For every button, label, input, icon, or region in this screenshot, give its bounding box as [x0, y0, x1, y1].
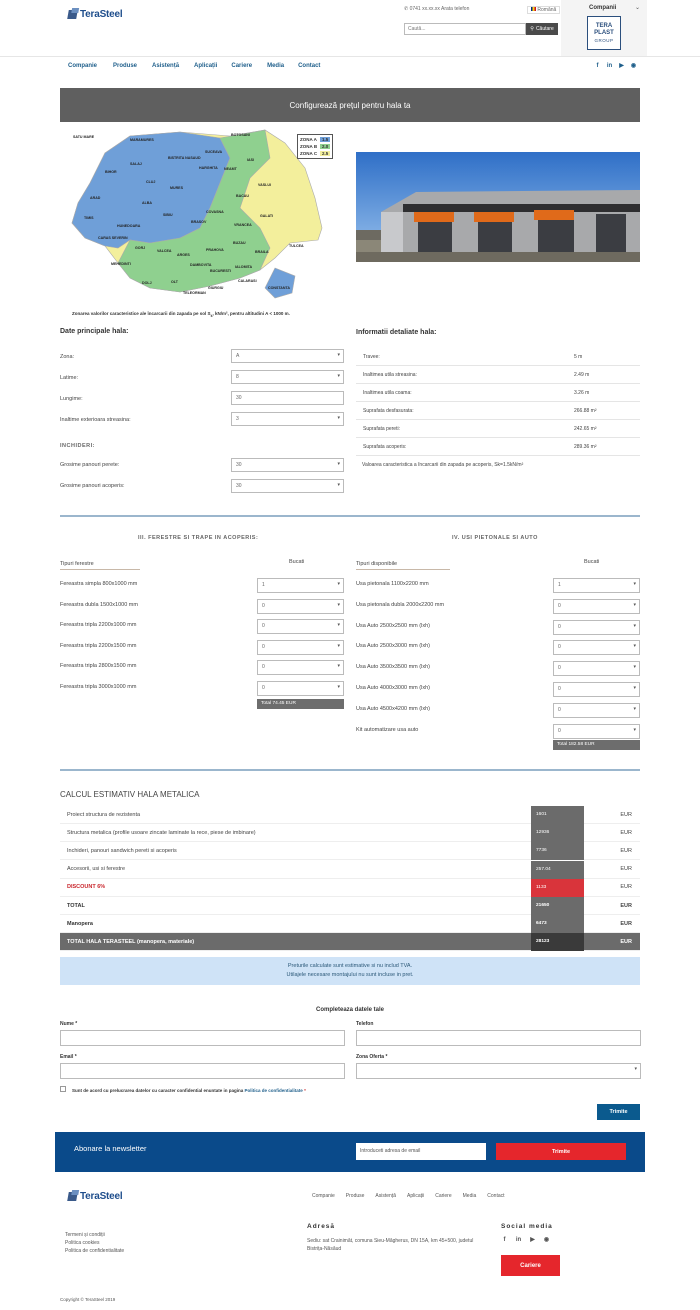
map-city-label: CARAS SEVERIN [98, 236, 128, 240]
nav-companie[interactable]: Companie [68, 63, 98, 69]
calc-row-currency: EUR [620, 829, 632, 836]
newsletter-title: Abonare la newsletter [74, 1144, 147, 1153]
ferestre-count-select[interactable]: 0 ▾ [257, 681, 344, 696]
language-select[interactable]: Română [527, 6, 560, 14]
map-city-label: SIBIU [163, 213, 173, 217]
map-city-label: NEAMT [224, 167, 237, 171]
nav-contact[interactable]: Contact [298, 63, 321, 69]
info-row [356, 366, 640, 384]
facebook-icon[interactable]: f [503, 1237, 506, 1243]
calc-row [60, 897, 640, 915]
map-city-label: TIMIS [84, 216, 94, 220]
ferestre-count-select[interactable]: 1 ▾ [257, 578, 344, 593]
calc-row [60, 806, 640, 824]
footer-social-title: Social media [501, 1223, 553, 1230]
map-city-label: VASLUI [258, 183, 271, 187]
map-city-label: VRANCEA [234, 223, 252, 227]
map-city-label: MEHEDINTI [111, 262, 131, 266]
map-city-label: GORJ [135, 246, 146, 250]
map-city-label: IALOMITA [235, 265, 253, 269]
map-city-label: ARGES [177, 253, 190, 257]
map-city-label: IASI [247, 158, 254, 162]
footer-logo[interactable]: TeraSteel [68, 1191, 122, 1202]
date-field-label: Zona: [60, 354, 75, 360]
map-city-label: GIURGIU [208, 286, 224, 290]
map-city-label: DOLJ [142, 281, 152, 285]
info-row-label: Suprafata desfasurata: [363, 408, 414, 414]
ferestre-title: III. FERESTRE SI TRAPE IN ACOPERIS: [138, 535, 259, 541]
map-city-label: DAMBOVITA [190, 263, 212, 267]
info-row-value: 289.36 m² [574, 444, 597, 450]
footer-nav-produse[interactable]: Produse [345, 1193, 365, 1199]
usi-count-select[interactable]: 0 ▾ [553, 640, 640, 655]
date-field-label: Latime: [60, 375, 79, 381]
companii-label: Companii [589, 5, 617, 11]
pricing-note: Preturile calculate sunt estimative si nu includ TVA. Utilajele necesare montajului nu sunt incluse in pret. [60, 957, 640, 985]
header-logo[interactable]: TeraSteel [68, 9, 122, 20]
map-legend: ZONA A 1.5 ZONA B 2.0 ZONA C 2.5 [297, 134, 333, 159]
calc-row-label: Inchideri, panouri sandwich pereti si acoperis [67, 847, 177, 854]
instagram-icon[interactable]: ◉ [630, 63, 637, 69]
usi-row-label: Kit automatizare usa auto [356, 726, 419, 733]
youtube-icon[interactable]: ▶ [530, 1237, 535, 1243]
info-row-label: Inaltimea utila coama: [363, 390, 412, 396]
map-city-label: BIHOR [105, 170, 117, 174]
nav-media[interactable]: Media [267, 63, 285, 69]
consent-checkbox[interactable] [60, 1086, 66, 1092]
search-icon: ⚲ [530, 26, 534, 32]
map-city-label: BUZAU [233, 241, 246, 245]
newsletter-email-input[interactable]: Introduceti adresa de email [356, 1143, 486, 1160]
nav-produse[interactable]: Produse [113, 63, 138, 69]
usi-row-label: Usa pietonala 1100x2200 mm [356, 581, 429, 587]
linkedin-icon[interactable]: in [606, 63, 613, 69]
date-field-input[interactable]: 3 ▾ [231, 412, 344, 426]
usi-row-label: Usa Auto 3500x3500 mm (lxh) [356, 664, 430, 671]
header-phone[interactable]: ✆ 0741 xx.xx.xx Arata telefon [404, 6, 470, 12]
usi-col-types: Tipuri disponibile [356, 561, 450, 570]
search-input[interactable]: Caută... [404, 23, 526, 35]
email-input[interactable] [60, 1063, 345, 1079]
map-city-label: ARAD [90, 196, 101, 200]
map-city-label: HUNEDOARA [117, 224, 141, 228]
nume-input[interactable] [60, 1030, 345, 1046]
info-row [356, 348, 640, 366]
zona-label: Zona Oferta * [356, 1054, 388, 1060]
calc-row-value: 28123 [531, 933, 584, 951]
map-city-label: BACAU [236, 194, 249, 198]
map-city-label: CONSTANTA [268, 286, 291, 290]
calc-row-currency: EUR [620, 938, 632, 945]
privacy-link[interactable]: Politica de confidentialitate [244, 1088, 303, 1093]
map-city-label: PRAHOVA [206, 248, 224, 252]
header-social [594, 63, 637, 70]
calc-row-value: 257.04 [531, 861, 584, 879]
calc-row-label: Proiect structura de rezistenta [67, 811, 141, 818]
form-submit-button[interactable]: Trimite [597, 1104, 640, 1120]
info-row-value: 3.26 m [574, 390, 590, 396]
footer-social [501, 1237, 550, 1244]
calc-row-currency: EUR [620, 811, 632, 818]
info-row-value: 242.65 m² [574, 426, 597, 432]
terasteel-logo-icon [67, 1192, 78, 1201]
calc-row-label: Manopera [67, 920, 93, 927]
info-row [356, 402, 640, 420]
nav-asistenta[interactable]: Asistență [152, 63, 180, 69]
info-row [356, 420, 640, 438]
footer-adresa-title: Adresă [307, 1223, 336, 1230]
map-city-label: MARAMURES [130, 138, 154, 142]
map-city-label: SALAJ [130, 162, 142, 166]
map-city-label: GALATI [260, 214, 274, 218]
usi-count-select[interactable]: 1 ▾ [553, 578, 640, 593]
configurator-banner: Configurează prețul pentru hala ta [60, 88, 640, 122]
calc-title: CALCUL ESTIMATIV HALA METALICA [60, 790, 200, 799]
date-principale-title: Date principale hala: [60, 328, 129, 335]
info-title: Informatii detaliate hala: [356, 329, 437, 336]
calc-row-label: DISCOUNT 6% [67, 884, 106, 891]
calc-row [60, 915, 640, 933]
ferestre-row-label: Fereastra simpla 800x1000 mm [60, 581, 138, 587]
map-city-label: OLT [171, 280, 178, 284]
calc-row [60, 879, 640, 897]
calc-row-value: 1133 [531, 879, 584, 897]
map-city-label: SATU MARE [73, 135, 95, 139]
usi-count-select[interactable]: 0 ▾ [553, 599, 640, 614]
info-row-label: Suprafata pereti: [363, 426, 400, 432]
calc-row-label: TOTAL [67, 902, 85, 909]
map-city-label: ALBA [142, 201, 152, 205]
usi-count-select[interactable]: 0 ▾ [553, 724, 640, 739]
info-note: Valoarea caracteristica a încarcarii din zapada pe acoperis, Sk=1.5kN/m² [362, 462, 524, 468]
calc-row-label: TOTAL HALA TERASTEEL (manopera, materiale) [67, 938, 195, 945]
map-city-label: BOTOSANI [231, 133, 250, 137]
calc-row [60, 842, 640, 860]
ferestre-row-label: Fereastra tripla 3000x1000 mm [60, 683, 137, 690]
footer-link-termeni[interactable]: Termeni și condiții [65, 1232, 105, 1238]
telefon-input[interactable] [356, 1030, 641, 1046]
map-city-label: BISTRITA NASAUD [168, 156, 201, 160]
zona-select[interactable] [356, 1063, 641, 1079]
usi-row-label: Usa pietonala dubla 2000x2200 mm [356, 601, 445, 608]
info-row-label: Suprafata acoperis: [363, 444, 407, 450]
teraplast-group-logo[interactable]: TERA PLAST GROUP [587, 16, 621, 50]
calc-row-currency: EUR [620, 847, 632, 854]
chevron-down-icon[interactable]: ⌄ [635, 5, 641, 11]
footer-links [65, 1231, 124, 1255]
footer-adresa: Sediu: sat Crainimăt, comuna Sieu-Măgherus, DN 15A, km 45+500, judetul Bistrița-Năsăud [307, 1238, 474, 1252]
inchideri-field-select[interactable]: 30 ▾ [231, 458, 344, 472]
nume-label: Nume * [60, 1021, 78, 1027]
flag-ro-icon [531, 7, 536, 11]
facebook-icon[interactable]: f [596, 63, 599, 69]
search-button[interactable]: ⚲ Căutare [526, 23, 558, 35]
inchideri-field-label: Grosime panouri perete: [60, 462, 120, 468]
ferestre-row-label: Fereastra tripla 2800x1500 mm [60, 663, 137, 669]
cariere-button[interactable]: Cariere [501, 1255, 560, 1276]
info-row-label: Inaltimea utila streasina: [363, 372, 417, 378]
calc-row-value: 1601 [531, 806, 584, 824]
ferestre-total: Total 74.45 EUR [257, 699, 344, 709]
info-row [356, 438, 640, 456]
map-city-label: BRAILA [255, 250, 269, 254]
youtube-icon[interactable]: ▶ [619, 63, 624, 69]
zone-a-coast-shape [265, 268, 295, 298]
date-field-input[interactable]: 30 [231, 391, 344, 405]
calc-row-value: 6473 [531, 915, 584, 933]
calc-row-currency: EUR [620, 902, 632, 909]
usi-total: Total 182.58 EUR [553, 740, 640, 750]
footer-nav-media[interactable]: Media [462, 1193, 477, 1199]
steel-hall-illustration [356, 152, 640, 262]
footer-link-privacy[interactable]: Politica de confidentialitate [65, 1248, 125, 1254]
hall-photo [356, 152, 640, 262]
section-divider-2 [60, 769, 640, 771]
info-row-value: 266.88 m² [574, 408, 597, 414]
ferestre-col-count: Bucati [289, 559, 305, 565]
info-row-value: 2.49 m [574, 372, 590, 378]
instagram-icon[interactable]: ◉ [543, 1237, 550, 1243]
footer-nav-cariere[interactable]: Cariere [435, 1193, 452, 1199]
calc-row [60, 933, 640, 951]
ferestre-row-label: Fereastra dubla 1500x1000 mm [60, 601, 138, 608]
map-city-label: TULCEA [289, 244, 304, 248]
map-city-label: TELEORMAN [183, 291, 206, 295]
telefon-label: Telefon [356, 1021, 374, 1027]
main-nav [68, 63, 320, 69]
map-city-label: VALCEA [157, 249, 172, 253]
usi-row-label: Usa Auto 4500x4200 mm (lxh) [356, 705, 430, 712]
terasteel-logo-icon [67, 10, 78, 19]
info-row-value: 5 m [574, 354, 583, 360]
usi-count-select[interactable]: 0 ▾ [553, 703, 640, 718]
date-field-input[interactable]: A ▾ [231, 349, 344, 363]
date-field-input[interactable]: 8 ▾ [231, 370, 344, 384]
map-city-label: CALARASI [238, 279, 257, 283]
snow-zone-map [60, 128, 350, 323]
ferestre-count-select[interactable]: 0 ▾ [257, 660, 344, 675]
ferestre-row-label: Fereastra tripla 2200x1000 mm [60, 622, 137, 628]
footer-nav-asistenta[interactable]: Asistență [375, 1193, 396, 1199]
usi-count-select[interactable]: 0 ▾ [553, 682, 640, 697]
ferestre-count-select[interactable]: 0 ▾ [257, 599, 344, 614]
header-divider [0, 56, 700, 57]
footer-link-cookies[interactable]: Politica cookies [65, 1240, 100, 1246]
usi-title: IV. USI PIETONALE SI AUTO [452, 535, 538, 541]
map-city-label: MURES [170, 186, 183, 190]
companii-panel [561, 0, 647, 56]
calc-row [60, 824, 640, 842]
date-field-label: Lungime: [60, 396, 83, 402]
calc-row [60, 861, 640, 879]
usi-row-label: Usa Auto 2500x3000 mm (lxh) [356, 643, 430, 650]
inchideri-field-select[interactable]: 30 ▾ [231, 479, 344, 493]
linkedin-icon[interactable]: in [515, 1237, 522, 1243]
map-city-label: CLUJ [146, 180, 156, 184]
map-city-label: SUCEAVA [205, 150, 223, 154]
ferestre-count-select[interactable]: 0 ▾ [257, 640, 344, 655]
calc-row-currency: EUR [620, 884, 632, 891]
calc-row-label: Accesorii, usi si ferestre [67, 866, 126, 873]
info-row [356, 384, 640, 402]
inchideri-title: INCHIDERI: [60, 443, 95, 449]
usi-row-label: Usa Auto 4000x3000 mm (lxh) [356, 685, 430, 691]
consent-text: Sunt de acord cu prelucrarea datelor cu caracter confidential enuntate in pagina Politica de confidentialitate * [72, 1088, 306, 1093]
map-city-label: BUCURESTI [210, 269, 231, 273]
map-city-label: HARGHITA [199, 166, 218, 170]
footer-nav-contact[interactable]: Contact [487, 1193, 505, 1199]
ferestre-count-select[interactable]: 0 ▾ [257, 619, 344, 634]
calc-row-label: Structura metalica (profile usoare zincate laminate la rece, piese de imbinare) [67, 829, 256, 836]
nav-aplicatii[interactable]: Aplicații [194, 63, 218, 69]
email-label: Email * [60, 1054, 77, 1060]
map-caption: Zonarea valorilor caracteristice ale încarcarii din zapada pe sol $S_k$, kN/m², pentru altitudini A < 1000 m. [72, 311, 290, 318]
calc-row-value: 21650 [531, 897, 584, 915]
newsletter-submit-button[interactable]: Trimite [496, 1143, 626, 1160]
ferestre-col-types: Tipuri ferestre [60, 561, 140, 570]
footer-nav-companie[interactable]: Companie [312, 1193, 335, 1199]
copyright: Copyright © TeraSteel 2019 [60, 1297, 116, 1302]
calc-row-currency: EUR [620, 920, 632, 927]
usi-row-label: Usa Auto 2500x2500 mm (lxh) [356, 622, 430, 629]
calc-row-currency: EUR [620, 866, 632, 873]
ferestre-row-label: Fereastra tripla 2200x1500 mm [60, 642, 137, 649]
nav-cariere[interactable]: Cariere [231, 63, 253, 69]
usi-count-select[interactable]: 0 ▾ [553, 661, 640, 676]
map-city-label: COVASNA [206, 210, 224, 214]
inchideri-field-label: Grosime panouri acoperis: [60, 483, 125, 489]
info-row-label: Travee: [363, 354, 380, 360]
usi-col-count: Bucati [584, 559, 600, 565]
section-divider-1 [60, 515, 640, 517]
calc-row-value: 12936 [531, 824, 584, 842]
footer-nav-aplicatii[interactable]: Aplicații [407, 1193, 425, 1199]
newsletter-bar [55, 1132, 645, 1172]
footer-nav [312, 1193, 516, 1199]
usi-count-select[interactable]: 0 ▾ [553, 620, 640, 635]
map-city-label: BRASOV [191, 220, 207, 224]
calc-row-value: 7736 [531, 842, 584, 860]
date-field-label: Inaltime exterioara streasina: [60, 417, 131, 423]
form-title: Completeaza datele tale [315, 1007, 385, 1013]
